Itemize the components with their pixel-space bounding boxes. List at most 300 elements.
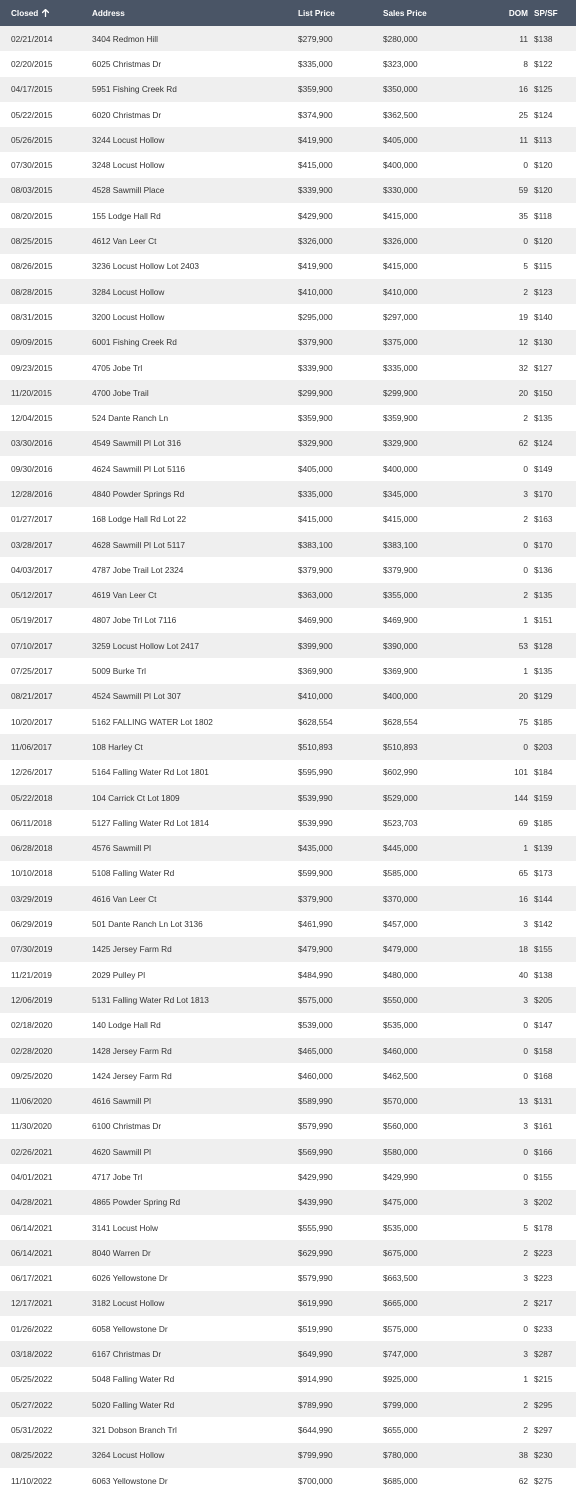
- table-row[interactable]: [0, 557, 576, 582]
- table-row[interactable]: [0, 1316, 576, 1341]
- sp-sf-cell: $120: [534, 185, 553, 196]
- list-price-cell: $339,900: [298, 185, 333, 196]
- sales-price-cell: $280,000: [383, 33, 418, 44]
- closed-date-cell: 05/25/2022: [11, 1374, 53, 1385]
- list-price-cell: $419,900: [298, 134, 333, 145]
- table-row[interactable]: [0, 127, 576, 152]
- closed-date-cell: 05/31/2022: [11, 1424, 53, 1435]
- table-row[interactable]: [0, 330, 576, 355]
- sales-price-cell: $323,000: [383, 58, 418, 69]
- sp-sf-column-header[interactable]: SP/SF: [534, 8, 558, 18]
- table-row[interactable]: [0, 254, 576, 279]
- closed-date-cell: 12/26/2017: [11, 767, 53, 778]
- table-row[interactable]: [0, 1063, 576, 1088]
- sales-price-cell: $550,000: [383, 994, 418, 1005]
- sales-price-cell: $326,000: [383, 236, 418, 247]
- dom-cell: 53: [518, 640, 528, 651]
- closed-date-cell: 02/21/2014: [11, 33, 53, 44]
- address-cell: 5127 Falling Water Rd Lot 1814: [92, 817, 209, 828]
- closed-date-cell: 08/25/2022: [11, 1450, 53, 1461]
- address-cell: 1425 Jersey Farm Rd: [92, 944, 172, 955]
- closed-date-cell: 08/31/2015: [11, 311, 53, 322]
- address-cell: 6026 Yellowstone Dr: [92, 1273, 168, 1284]
- dom-cell: 8: [523, 58, 528, 69]
- sales-price-cell: $480,000: [383, 969, 418, 980]
- table-row[interactable]: [0, 1443, 576, 1468]
- sp-sf-cell: $155: [534, 1172, 553, 1182]
- dom-cell: 62: [518, 1475, 528, 1486]
- dom-cell: 2: [523, 514, 528, 525]
- address-cell: 4628 Sawmill Pl Lot 5117: [92, 539, 186, 550]
- dom-cell: 0: [523, 1172, 528, 1182]
- list-price-cell: $484,990: [298, 969, 333, 980]
- list-price-cell: $329,900: [298, 438, 333, 449]
- closed-date-cell: 06/29/2019: [11, 919, 53, 930]
- closed-date-cell: 02/20/2015: [11, 58, 53, 69]
- closed-date-cell: 11/21/2019: [11, 969, 52, 980]
- sp-sf-cell: $113: [534, 134, 552, 145]
- dom-cell: 101: [514, 767, 528, 778]
- list-price-cell: $539,000: [298, 1020, 333, 1031]
- closed-date-cell: 05/12/2017: [11, 590, 53, 601]
- address-cell: 108 Harley Ct: [92, 741, 143, 752]
- table-row[interactable]: [0, 102, 576, 127]
- sales-price-cell: $415,000: [383, 210, 418, 221]
- address-cell: 5951 Fishing Creek Rd: [92, 84, 177, 95]
- sales-price-cell: $685,000: [383, 1475, 418, 1486]
- dom-cell: 75: [518, 716, 528, 727]
- list-price-cell: $299,900: [298, 387, 333, 398]
- closed-date-cell: 02/26/2021: [11, 1146, 53, 1157]
- list-price-cell: $644,990: [298, 1424, 333, 1435]
- table-row[interactable]: [0, 203, 576, 228]
- table-row[interactable]: [0, 1266, 576, 1291]
- arrow-up-icon: [42, 9, 49, 18]
- list-price-cell: $461,990: [298, 919, 333, 930]
- sp-sf-cell: $295: [534, 1399, 553, 1410]
- list-price-cell: $405,000: [298, 463, 333, 474]
- sales-price-cell: $330,000: [383, 185, 418, 196]
- dom-cell: 3: [523, 488, 528, 499]
- dom-cell: 2: [523, 1247, 528, 1258]
- address-cell: 3236 Locust Hollow Lot 2403: [92, 261, 200, 272]
- sp-sf-cell: $159: [534, 792, 553, 803]
- address-column-header[interactable]: Address: [92, 8, 125, 18]
- dom-cell: 11: [519, 134, 528, 145]
- address-cell: 5162 FALLING WATER Lot 1802: [92, 716, 213, 727]
- address-cell: 501 Dante Ranch Ln Lot 3136: [92, 919, 203, 930]
- closed-date-cell: 09/30/2016: [11, 463, 53, 474]
- address-cell: 321 Dobson Branch Trl: [92, 1424, 177, 1435]
- sp-sf-cell: $217: [534, 1298, 553, 1309]
- closed-date-cell: 04/01/2021: [11, 1172, 53, 1182]
- table-row[interactable]: [0, 1341, 576, 1366]
- list-price-cell: $363,000: [298, 590, 333, 601]
- sp-sf-cell: $124: [534, 109, 553, 120]
- closed-date-cell: 07/10/2017: [11, 640, 53, 651]
- table-row[interactable]: [0, 1190, 576, 1215]
- dom-cell: 0: [523, 160, 528, 171]
- table-row[interactable]: [0, 456, 576, 481]
- sales-price-cell: $585,000: [383, 868, 418, 879]
- list-price-cell: $595,990: [298, 767, 333, 778]
- dom-cell: 3: [523, 1121, 528, 1132]
- sp-sf-cell: $150: [534, 387, 553, 398]
- table-row[interactable]: [0, 1013, 576, 1038]
- address-cell: 3244 Locust Hollow: [92, 134, 165, 145]
- table-row[interactable]: [0, 532, 576, 557]
- table-row[interactable]: [0, 481, 576, 506]
- table-row[interactable]: [0, 1139, 576, 1164]
- dom-cell: 0: [523, 463, 528, 474]
- table-row[interactable]: [0, 1164, 576, 1189]
- sales-price-cell: $457,000: [383, 919, 418, 930]
- sp-sf-cell: $205: [534, 994, 553, 1005]
- sales-price-cell: $370,000: [383, 893, 418, 904]
- sp-sf-cell: $185: [534, 716, 553, 727]
- sales-price-cell: $335,000: [383, 362, 418, 373]
- sales-price-cell: $655,000: [383, 1424, 418, 1435]
- address-cell: 5020 Falling Water Rd: [92, 1399, 175, 1410]
- table-row[interactable]: [0, 911, 576, 936]
- closed-date-cell: 08/28/2015: [11, 286, 53, 297]
- table-row[interactable]: [0, 734, 576, 759]
- table-row[interactable]: [0, 1215, 576, 1240]
- closed-date-cell: 09/25/2020: [11, 1070, 53, 1081]
- list-price-cell: $799,990: [298, 1450, 333, 1461]
- sales-price-cell: $925,000: [383, 1374, 418, 1385]
- sp-sf-cell: $136: [534, 564, 553, 575]
- dom-cell: 1: [523, 843, 528, 854]
- sp-sf-cell: $115: [534, 261, 552, 272]
- address-cell: 5048 Falling Water Rd: [92, 1374, 175, 1385]
- closed-date-cell: 05/27/2022: [11, 1399, 53, 1410]
- address-cell: 3141 Locust Holw: [92, 1222, 158, 1233]
- dom-cell: 0: [523, 741, 528, 752]
- table-row[interactable]: [0, 785, 576, 810]
- list-price-cell: $914,990: [298, 1374, 333, 1385]
- sp-sf-cell: $155: [534, 944, 553, 955]
- table-row[interactable]: [0, 861, 576, 886]
- table-row[interactable]: [0, 178, 576, 203]
- address-cell: 4705 Jobe Trl: [92, 362, 143, 373]
- table-row[interactable]: [0, 608, 576, 633]
- table-row[interactable]: [0, 380, 576, 405]
- list-price-cell: $379,900: [298, 893, 333, 904]
- sp-sf-cell: $223: [534, 1273, 553, 1284]
- header-row: [0, 0, 576, 26]
- sp-sf-cell: $215: [534, 1374, 553, 1385]
- dom-cell: 3: [523, 919, 528, 930]
- list-price-cell: $539,990: [298, 817, 333, 828]
- sp-sf-cell: $297: [534, 1424, 553, 1435]
- dom-cell: 18: [518, 944, 528, 955]
- address-cell: 8040 Warren Dr: [92, 1247, 151, 1258]
- table-row[interactable]: [0, 1367, 576, 1392]
- sales-price-column-header[interactable]: Sales Price: [383, 8, 427, 18]
- address-cell: 6167 Christmas Dr: [92, 1349, 162, 1360]
- table-row[interactable]: [0, 77, 576, 102]
- table-row[interactable]: [0, 633, 576, 658]
- sales-price-cell: $405,000: [383, 134, 418, 145]
- table-row[interactable]: [0, 962, 576, 987]
- sp-sf-cell: $173: [534, 868, 553, 879]
- sales-price-cell: $479,000: [383, 944, 418, 955]
- sales-price-cell: $665,000: [383, 1298, 418, 1309]
- closed-date-cell: 05/22/2015: [11, 109, 53, 120]
- table-row[interactable]: [0, 1088, 576, 1113]
- address-cell: 4576 Sawmill Pl: [92, 843, 152, 854]
- sales-price-cell: $400,000: [383, 691, 418, 702]
- list-price-cell: $510,893: [298, 741, 333, 752]
- sales-price-cell: $535,000: [383, 1222, 418, 1233]
- address-cell: 6020 Christmas Dr: [92, 109, 162, 120]
- list-price-cell: $359,900: [298, 413, 333, 424]
- address-cell: 6001 Fishing Creek Rd: [92, 337, 177, 348]
- table-row[interactable]: [0, 405, 576, 430]
- address-cell: 6025 Christmas Dr: [92, 58, 162, 69]
- sales-price-cell: $350,000: [383, 84, 418, 95]
- table-row[interactable]: [0, 279, 576, 304]
- list-price-cell: $479,900: [298, 944, 333, 955]
- table-row[interactable]: [0, 1392, 576, 1417]
- address-cell: 5164 Falling Water Rd Lot 1801: [92, 767, 209, 778]
- table-row[interactable]: [0, 836, 576, 861]
- dom-cell: 25: [518, 109, 528, 120]
- address-cell: 5131 Falling Water Rd Lot 1813: [92, 994, 209, 1005]
- dom-cell: 35: [518, 210, 528, 221]
- sales-price-cell: $379,900: [383, 564, 418, 575]
- sp-sf-cell: $163: [534, 514, 553, 525]
- table-header: [0, 0, 576, 26]
- table-row[interactable]: [0, 583, 576, 608]
- sp-sf-cell: $158: [534, 1045, 553, 1056]
- sp-sf-cell: $139: [534, 843, 553, 854]
- closed-date-cell: 01/26/2022: [11, 1323, 53, 1334]
- closed-column-header[interactable]: [0, 0, 92, 26]
- dom-cell: 0: [523, 539, 528, 550]
- sales-price-cell: $410,000: [383, 286, 418, 297]
- closed-date-cell: 04/17/2015: [11, 84, 53, 95]
- dom-cell: 69: [518, 817, 528, 828]
- dom-cell: 0: [523, 1045, 528, 1056]
- closed-date-cell: 11/06/2017: [11, 741, 52, 752]
- address-cell: 524 Dante Ranch Ln: [92, 413, 169, 424]
- sales-price-cell: $475,000: [383, 1197, 418, 1208]
- table-row[interactable]: [0, 1114, 576, 1139]
- sales-price-cell: $570,000: [383, 1096, 418, 1107]
- closed-date-cell: 05/26/2015: [11, 134, 53, 145]
- list-price-cell: $279,900: [298, 33, 333, 44]
- sales-price-cell: $560,000: [383, 1121, 418, 1132]
- list-price-cell: $326,000: [298, 236, 333, 247]
- dom-cell: 38: [518, 1450, 528, 1461]
- table-row[interactable]: [0, 1468, 576, 1493]
- closed-date-cell: 09/23/2015: [11, 362, 53, 373]
- sales-price-cell: $415,000: [383, 514, 418, 525]
- dom-cell: 2: [523, 590, 528, 601]
- closed-date-cell: 11/06/2020: [11, 1096, 52, 1107]
- table-row[interactable]: [0, 987, 576, 1012]
- sp-sf-cell: $138: [534, 33, 553, 44]
- list-price-cell: $415,000: [298, 160, 333, 171]
- sales-price-cell: $780,000: [383, 1450, 418, 1461]
- dom-cell: 2: [523, 413, 528, 424]
- table-row[interactable]: [0, 937, 576, 962]
- sp-sf-cell: $129: [534, 691, 553, 702]
- sales-price-cell: $663,500: [383, 1273, 418, 1284]
- closed-date-cell: 11/20/2015: [11, 387, 52, 398]
- closed-date-cell: 10/20/2017: [11, 716, 53, 727]
- address-cell: 6063 Yellowstone Dr: [92, 1475, 168, 1486]
- closed-date-cell: 02/18/2020: [11, 1020, 53, 1031]
- closed-date-cell: 11/10/2022: [11, 1475, 52, 1486]
- sales-price-cell: $390,000: [383, 640, 418, 651]
- sp-sf-cell: $184: [534, 767, 553, 778]
- address-cell: 168 Lodge Hall Rd Lot 22: [92, 514, 187, 525]
- sp-sf-cell: $118: [534, 210, 552, 221]
- table-row[interactable]: [0, 431, 576, 456]
- table-row[interactable]: [0, 1038, 576, 1063]
- dom-cell: 40: [518, 969, 528, 980]
- table-row[interactable]: [0, 684, 576, 709]
- dom-cell: 20: [518, 691, 528, 702]
- table-row[interactable]: [0, 760, 576, 785]
- closed-date-cell: 12/04/2015: [11, 413, 53, 424]
- table-row[interactable]: [0, 51, 576, 76]
- dom-cell: 0: [523, 236, 528, 247]
- list-price-cell: $628,554: [298, 716, 333, 727]
- table-row[interactable]: [0, 1240, 576, 1265]
- list-price-cell: $579,990: [298, 1121, 333, 1132]
- dom-cell: 2: [523, 1399, 528, 1410]
- closed-date-cell: 05/22/2018: [11, 792, 53, 803]
- list-price-cell: $469,900: [298, 615, 333, 626]
- sp-sf-cell: $140: [534, 311, 553, 322]
- dom-cell: 0: [523, 1020, 528, 1031]
- dom-cell: 5: [523, 1222, 528, 1233]
- sp-sf-cell: $149: [534, 463, 553, 474]
- closed-date-cell: 08/26/2015: [11, 261, 53, 272]
- dom-cell: 59: [518, 185, 528, 196]
- list-price-cell: $410,000: [298, 691, 333, 702]
- closed-date-cell: 09/09/2015: [11, 337, 53, 348]
- table-row[interactable]: [0, 228, 576, 253]
- sp-sf-cell: $130: [534, 337, 553, 348]
- list-price-cell: $435,000: [298, 843, 333, 854]
- sales-price-cell: $675,000: [383, 1247, 418, 1258]
- sales-price-cell: $359,900: [383, 413, 418, 424]
- closed-header-label: Closed: [11, 8, 39, 18]
- address-cell: 155 Lodge Hall Rd: [92, 210, 161, 221]
- address-cell: 4624 Sawmill Pl Lot 5116: [92, 463, 186, 474]
- list-price-column-header[interactable]: List Price: [298, 8, 335, 18]
- table-body: [0, 26, 576, 1493]
- sp-sf-cell: $161: [534, 1121, 553, 1132]
- sales-price-cell: $523,703: [383, 817, 418, 828]
- table-row[interactable]: [0, 709, 576, 734]
- sales-price-cell: $575,000: [383, 1323, 418, 1334]
- sp-sf-cell: $275: [534, 1475, 553, 1486]
- table-row[interactable]: [0, 152, 576, 177]
- dom-cell: 65: [518, 868, 528, 879]
- table-row[interactable]: [0, 1291, 576, 1316]
- sp-sf-cell: $120: [534, 160, 553, 171]
- address-cell: 3248 Locust Hollow: [92, 160, 165, 171]
- sales-price-cell: $580,000: [383, 1146, 418, 1157]
- closed-date-cell: 12/06/2019: [11, 994, 53, 1005]
- table-row[interactable]: [0, 507, 576, 532]
- sales-price-cell: $529,000: [383, 792, 418, 803]
- sp-sf-cell: $142: [534, 919, 553, 930]
- sp-sf-cell: $168: [534, 1070, 553, 1081]
- table-row[interactable]: [0, 355, 576, 380]
- closed-date-cell: 05/19/2017: [11, 615, 53, 626]
- table-row[interactable]: [0, 1417, 576, 1442]
- address-cell: 104 Carrick Ct Lot 1809: [92, 792, 180, 803]
- address-cell: 3404 Redmon Hill: [92, 33, 158, 44]
- sp-sf-cell: $185: [534, 817, 553, 828]
- sales-price-cell: $329,900: [383, 438, 418, 449]
- sales-price-cell: $345,000: [383, 488, 418, 499]
- address-cell: 3259 Locust Hollow Lot 2417: [92, 640, 200, 651]
- table-row[interactable]: [0, 810, 576, 835]
- closed-date-cell: 07/30/2019: [11, 944, 53, 955]
- address-cell: 4700 Jobe Trail: [92, 387, 149, 398]
- sales-price-cell: $799,000: [383, 1399, 418, 1410]
- address-cell: 4616 Van Leer Ct: [92, 893, 157, 904]
- closed-date-cell: 07/25/2017: [11, 666, 53, 677]
- dom-cell: 1: [523, 666, 528, 677]
- sp-sf-cell: $128: [534, 640, 553, 651]
- sales-price-cell: $460,000: [383, 1045, 418, 1056]
- dom-cell: 16: [518, 893, 528, 904]
- closed-date-cell: 02/28/2020: [11, 1045, 53, 1056]
- sp-sf-cell: $131: [534, 1096, 553, 1107]
- closed-date-cell: 06/17/2021: [11, 1273, 53, 1284]
- closed-date-cell: 03/29/2019: [11, 893, 53, 904]
- list-price-cell: $649,990: [298, 1349, 333, 1360]
- table-row[interactable]: [0, 886, 576, 911]
- sales-price-cell: $445,000: [383, 843, 418, 854]
- address-cell: 4549 Sawmill Pl Lot 316: [92, 438, 182, 449]
- dom-cell: 0: [523, 564, 528, 575]
- list-price-cell: $589,990: [298, 1096, 333, 1107]
- address-cell: 3200 Locust Hollow: [92, 311, 165, 322]
- dom-cell: 3: [523, 1349, 528, 1360]
- sp-sf-cell: $151: [534, 615, 553, 626]
- list-price-cell: $410,000: [298, 286, 333, 297]
- closed-date-cell: 08/03/2015: [11, 185, 53, 196]
- closed-date-cell: 06/11/2018: [11, 817, 52, 828]
- dom-cell: 0: [523, 1146, 528, 1157]
- sales-price-cell: $469,900: [383, 615, 418, 626]
- dom-column-header[interactable]: DOM: [508, 8, 528, 18]
- sales-price-cell: $362,500: [383, 109, 418, 120]
- closed-date-cell: 06/28/2018: [11, 843, 53, 854]
- dom-cell: 5: [523, 261, 528, 272]
- list-price-cell: $629,990: [298, 1247, 333, 1258]
- address-cell: 4865 Powder Spring Rd: [92, 1197, 181, 1208]
- list-price-cell: $379,900: [298, 337, 333, 348]
- table-row[interactable]: [0, 304, 576, 329]
- table-row[interactable]: [0, 658, 576, 683]
- dom-cell: 1: [523, 1374, 528, 1385]
- closed-date-cell: 08/25/2015: [11, 236, 53, 247]
- dom-cell: 19: [518, 311, 528, 322]
- list-price-cell: $419,900: [298, 261, 333, 272]
- table-row[interactable]: [0, 26, 576, 51]
